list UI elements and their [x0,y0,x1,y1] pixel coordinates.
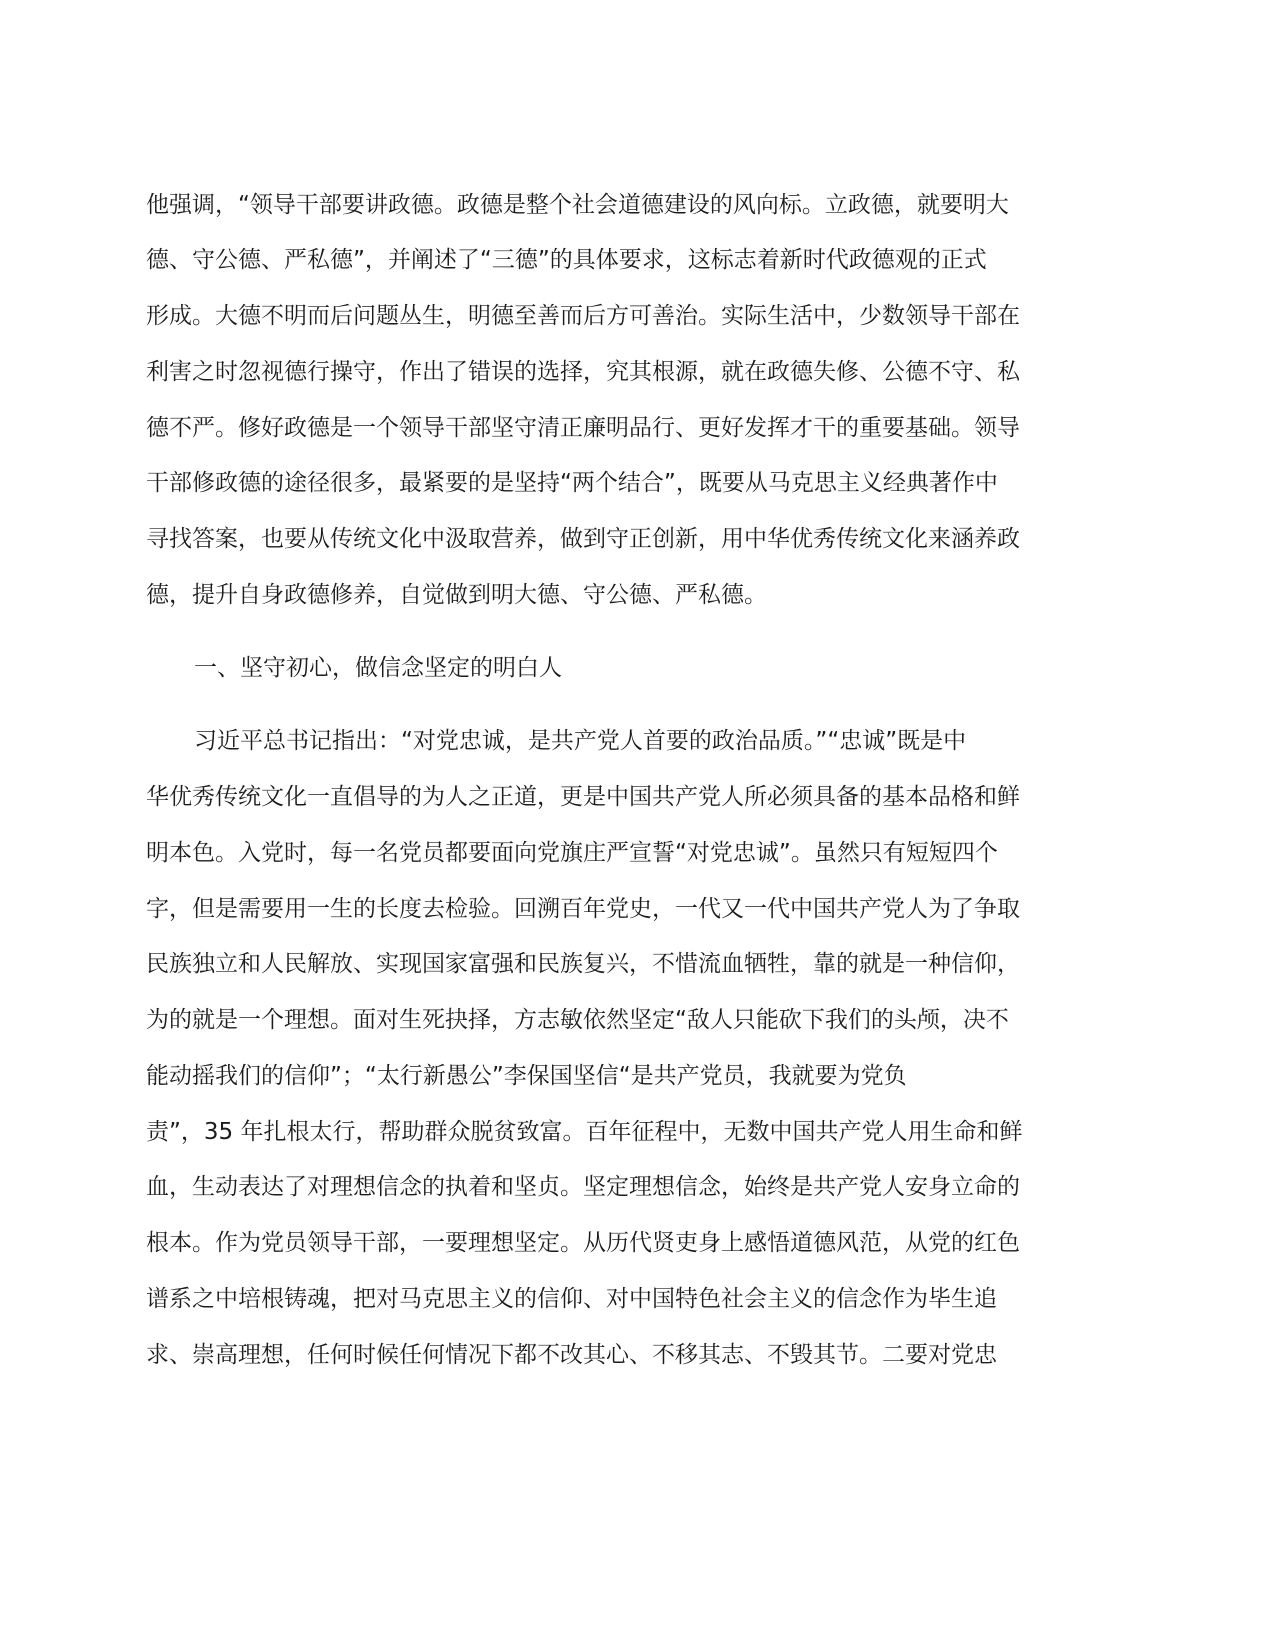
paragraph-line: 根本。作为党员领导干部，一要理想坚定。从历代贤吏身上感悟道德风范，从党的红色 [146,1230,1020,1256]
paragraph-line: 为的就是一个理想。面对生死抉择，方志敏依然坚定“敌人只能砍下我们的头颅，决不 [146,1007,1009,1033]
paragraph-line: 他强调，“领导干部要讲政德。政德是整个社会道德建设的风向标。立政德，就要明大 [146,192,1009,218]
paragraph-line: 字，但是需要用一生的长度去检验。回溯百年党史，一代又一代中国共产党人为了争取 [146,896,1020,922]
paragraph-line: 华优秀传统文化一直倡导的为人之正道，更是中国共产党人所必须具备的基本品格和鲜 [146,784,1020,810]
paragraph-line: 谱系之中培根铸魂，把对马克思主义的信仰、对中国特色社会主义的信念作为毕生追 [146,1286,997,1312]
paragraph-line: 明本色。入党时，每一名党员都要面向党旗庄严宣誓“对党忠诚”。虽然只有短短四个 [146,840,998,866]
paragraph-line: 民族独立和人民解放、实现国家富强和民族复兴，不惜流血牺牲，靠的就是一种信仰， [146,951,1020,977]
paragraph-line: 形成。大德不明而后问题丛生，明德至善而后方可善治。实际生活中，少数领导干部在 [146,303,1020,329]
paragraph-line: 寻找答案，也要从传统文化中汲取营养，做到守正创新，用中华优秀传统文化来涵养政 [146,526,1020,552]
paragraph-line: 干部修政德的途径很多，最紧要的是坚持“两个结合”，既要从马克思主义经典著作中 [146,470,998,496]
paragraph-line: 能动摇我们的信仰”；“太行新愚公”李保国坚信“是共产党员，我就要为党负 [146,1063,907,1089]
paragraph-line: 习近平总书记指出：“对党忠诚，是共产党人首要的政治品质。”“忠诚”既是中 [194,728,967,754]
paragraph-line: 血，生动表达了对理想信念的执着和坚贞。坚定理想信念，始终是共产党人安身立命的 [146,1174,1020,1200]
paragraph-line: 求、崇高理想，任何时候任何情况下都不改其心、不移其志、不毁其节。二要对党忠 [146,1342,997,1368]
section-heading: 一、坚守初心，做信念坚定的明白人 [194,655,562,681]
paragraph-line: 德，提升自身政德修养，自觉做到明大德、守公德、严私德。 [146,582,767,608]
paragraph-line: 德不严。修好政德是一个领导干部坚守清正廉明品行、更好发挥才干的重要基础。领导 [146,415,1020,441]
paragraph-line: 利害之时忽视德行操守，作出了错误的选择，究其根源，就在政德失修、公德不守、私 [146,359,1020,385]
paragraph-line: 德、守公德、严私德”，并阐述了“三德”的具体要求，这标志着新时代政德观的正式 [146,247,987,273]
paragraph-line: 责”，35 年扎根太行，帮助群众脱贫致富。百年征程中，无数中国共产党人用生命和鲜 [146,1119,1023,1145]
